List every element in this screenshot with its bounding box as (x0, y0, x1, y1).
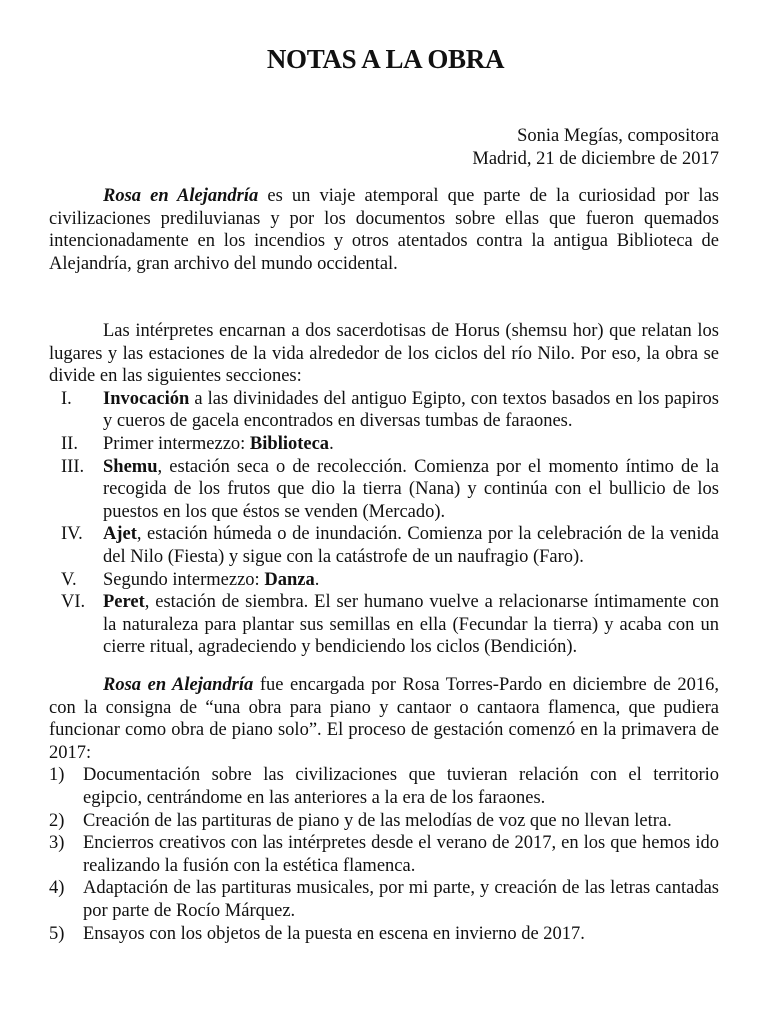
section-name: Ajet (103, 524, 137, 545)
section-text: Segundo intermezzo: (103, 569, 265, 590)
section-text: a las divinidades del antiguo Egipto, con textos basados en los papiros y cueros de gacela encontrados en diversas tumbas de faraones. (103, 388, 719, 432)
section-text: , estación de siembra. El ser humano vuelve a relacionarse íntimamente con la naturaleza para plantar sus semillas en ella (Fecundar la tierra) y acaba con un cierre ritual, agradeciendo y bendiciendo los ciclos (Bendición). (103, 592, 719, 658)
list-item (49, 810, 719, 833)
list-item (49, 877, 719, 922)
section-text: , estación seca o de recolección. Comienza por el momento íntimo de la recogida de los frutos que dio la tierra (Nana) y continúa con el bullicio de los puestos en los que éstos se venden (Mercado). (103, 456, 719, 522)
list-item (49, 591, 719, 659)
list-item (49, 523, 719, 568)
list-marker: I. (61, 388, 72, 409)
list-marker: II. (61, 433, 78, 454)
sections-list (49, 388, 719, 659)
list-item (49, 832, 719, 877)
step-text: Ensayos con los objetos de la puesta en escena en invierno de 2017. (83, 923, 585, 944)
document-title: NOTAS A LA OBRA (266, 44, 505, 74)
list-item (49, 569, 719, 592)
section-tail: . (314, 569, 320, 590)
paragraph-intro (49, 185, 719, 275)
process-steps-list (49, 764, 719, 945)
list-item (49, 456, 719, 524)
section-tail: . (329, 433, 334, 454)
section-name: Invocación (103, 388, 190, 409)
intro-section (49, 185, 719, 275)
author-line: Sonia Megías, compositora (517, 126, 719, 146)
list-marker: 5) (49, 923, 65, 944)
section-text: Primer intermezzo: (103, 433, 250, 454)
work-title: Rosa en Alejandría (103, 186, 259, 206)
commission-section (49, 674, 719, 945)
paragraph-text: fue encargada por Rosa Torres-Pardo en diciembre de 2016, con la consigna de “una obra para piano y cantaor o cantaora flamenca, que pudiera funcionar como obra de piano solo”. El proceso de gestación comenzó en la primavera de 2017: (49, 675, 719, 763)
paragraph-commission (49, 674, 719, 764)
work-title: Rosa en Alejandría (103, 675, 254, 695)
list-marker: III. (61, 456, 85, 477)
list-marker: 1) (49, 765, 65, 786)
section-text: , estación húmeda o de inundación. Comienza por la celebración de la venida del Nilo (Fiesta) y sigue con la catástrofe de un naufragio (Faro). (103, 524, 719, 567)
signature-block (472, 125, 719, 170)
step-text: Adaptación de las partituras musicales, por mi parte, y creación de las letras cantadas por parte de Rocío Márquez. (83, 878, 719, 921)
list-marker: VI. (61, 592, 86, 613)
step-text: Encierros creativos con las intérpretes desde el verano de 2017, en los que hemos ido realizando la fusión con la estética flamenca. (83, 833, 719, 876)
step-text: Documentación sobre las civilizaciones que tuvieran relación con el territorio egipcio, centrándome en las anteriores a la era de los faraones. (83, 765, 719, 808)
list-marker: 3) (49, 833, 65, 854)
section-name: Peret (103, 592, 145, 613)
paragraph-performers: Las intérpretes encarnan a dos sacerdotisas de Horus (shemsu hor) que relatan los lugares y las estaciones de la vida alrededor de los ciclos del río Nilo. Por eso, la obra se divide en las siguientes secciones: (49, 321, 719, 387)
paragraph-text: es un viaje atemporal que parte de la curiosidad por las civilizaciones prediluvianas y por los documentos sobre ellas que fueron quemados intencionadamente en los incendios y otros atentados contra la antigua Biblioteca de Alejandría, gran archivo del mundo occidental. (49, 186, 719, 274)
list-marker: IV. (61, 524, 83, 545)
section-name: Shemu (103, 456, 158, 477)
step-text: Creación de las partituras de piano y de las melodías de voz que no llevan letra. (83, 810, 672, 831)
sections-section (49, 320, 719, 659)
list-item (49, 388, 719, 433)
section-name: Danza (264, 569, 315, 590)
list-item (49, 764, 719, 809)
place-date-line: Madrid, 21 de diciembre de 2017 (472, 148, 719, 169)
list-marker: 2) (49, 810, 65, 831)
list-marker: V. (61, 569, 77, 590)
list-item (49, 433, 719, 456)
section-name: Biblioteca (249, 433, 330, 454)
list-item (49, 923, 719, 946)
list-marker: 4) (49, 878, 65, 899)
